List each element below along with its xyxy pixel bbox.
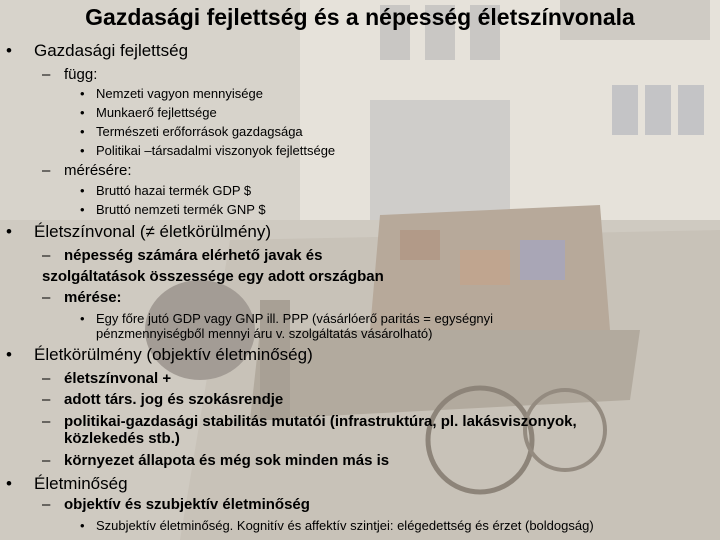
dash-icon: – [42, 496, 51, 513]
subheading-merese: mérése: [64, 289, 122, 306]
definition-line: szolgáltatások összessége egy adott országban [42, 268, 384, 285]
list-item: Munkaerő fejlettsége [96, 105, 217, 120]
list-item: Egy főre jutó GDP vagy GNP ill. PPP (vásárlóerő paritás = egységnyi [96, 311, 494, 326]
heading-eletkorulmeny: Életkörülmény (objektív életminőség) [34, 345, 313, 364]
bullet-icon: • [80, 105, 85, 120]
subheading-objektiv-szubjektiv: objektív és szubjektív életminőség [64, 496, 310, 513]
list-item-continuation: közlekedés stb.) [64, 430, 180, 447]
bullet-icon: • [80, 202, 85, 217]
dash-icon: – [42, 452, 51, 469]
heading-eletszinvonal: Életszínvonal (≠ életkörülmény) [34, 222, 272, 241]
list-item: Nemzeti vagyon mennyisége [96, 86, 263, 101]
bullet-icon: • [80, 86, 85, 101]
list-item-continuation: pénzmennyiségből mennyi áru v. szolgáltatás vásárolható) [96, 326, 433, 341]
dash-icon: – [42, 391, 51, 408]
bullet-icon: • [6, 345, 12, 364]
list-item: Politikai –társadalmi viszonyok fejlettsége [96, 143, 336, 158]
bullet-icon: • [80, 124, 85, 139]
dash-icon: – [42, 370, 51, 387]
definition-line: népesség számára elérhető javak és [64, 247, 323, 264]
subheading-fugg: függ: [64, 66, 98, 83]
slide-title: Gazdasági fejlettség és a népesség életszínvonala [85, 4, 635, 30]
subheading-meresere: mérésére: [64, 162, 132, 179]
dash-icon: – [42, 162, 51, 179]
dash-icon: – [42, 289, 51, 306]
list-item: Bruttó hazai termék GDP $ [96, 183, 252, 198]
list-item: Szubjektív életminőség. Kognitív és affektív szintjei: elégedettség és érzet (boldogság) [96, 518, 594, 533]
heading-eletminoseg: Életminőség [34, 474, 128, 493]
bullet-icon: • [80, 183, 85, 198]
bullet-icon: • [80, 518, 85, 533]
heading-gazdasagi-fejlettseg: Gazdasági fejlettség [34, 41, 189, 60]
bullet-icon: • [80, 311, 85, 326]
dash-icon: – [42, 247, 51, 264]
bullet-icon: • [6, 222, 12, 241]
bullet-icon: • [6, 41, 12, 60]
list-item: környezet állapota és még sok minden más is [64, 452, 390, 469]
dash-icon: – [42, 66, 51, 83]
list-item: politikai-gazdasági stabilitás mutatói (infrastruktúra, pl. lakásviszonyok, [64, 413, 577, 430]
list-item: Bruttó nemzeti termék GNP $ [96, 202, 266, 217]
dash-icon: – [42, 413, 51, 430]
list-item: életszínvonal + [64, 370, 172, 387]
bullet-icon: • [80, 143, 85, 158]
list-item: adott társ. jog és szokásrendje [64, 391, 284, 408]
bullet-icon: • [6, 474, 12, 493]
list-item: Természeti erőforrások gazdagsága [96, 124, 303, 139]
